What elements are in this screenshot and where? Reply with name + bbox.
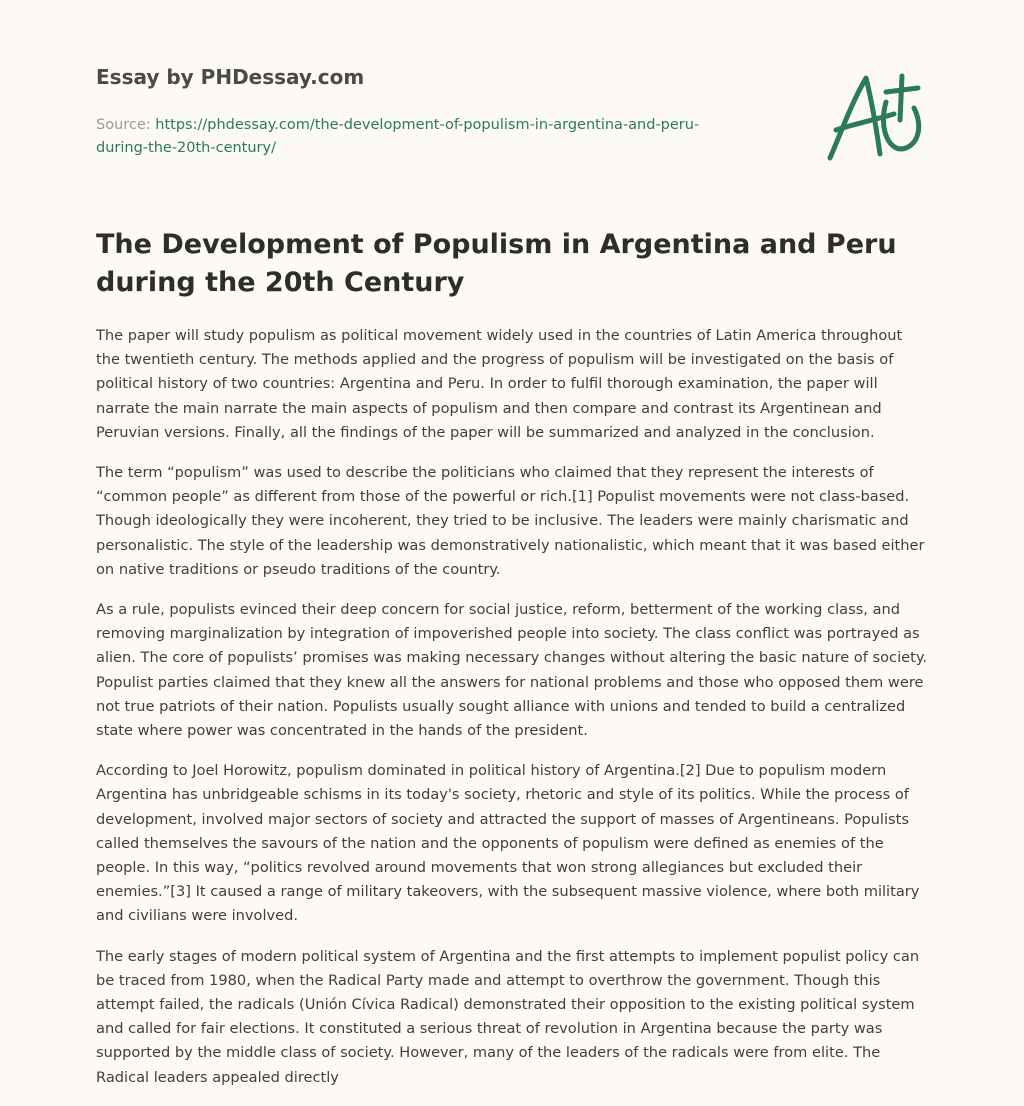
source-link[interactable]: [96, 117, 699, 156]
site-brand: Essay by PHDessay.com: [96, 65, 365, 89]
source-line: [96, 114, 756, 160]
essay-header: [96, 62, 756, 160]
essay-body: [96, 324, 930, 1106]
source-label: Source:: [96, 117, 151, 133]
a-plus-logo-icon: [820, 68, 930, 168]
paragraph: As a rule, populists evinced their deep concern for social justice, reform, betterment of the working class, and removing marginalization by integration of impoverished people into society. The class conflict was portrayed as alien. The core of populists’ promises was making necessary changes without altering the basic nature of society. Populist parties claimed that they knew all the answers for national problems and those who opposed them were not true patriots of their nation. Populists usually sought alliance with unions and tended to build a centralized state where power was concentrated in the hands of the president.: [96, 601, 928, 740]
paragraph: The paper will study populism as political movement widely used in the countries of Latin America throughout the twentieth century. The methods applied and the progress of populism will be investigated on the basis of political history of two countries: Argentina and Peru. In order to fulfil thorough examination, the paper will narrate the main narrate the main aspects of populism and then compare and contrast its Argentinean and Peruvian versions. Finally, all the findings of the paper will be summarized and analyzed in the conclusion.: [96, 327, 903, 441]
paragraph: The term “populism” was used to describe the politicians who claimed that they represent the interests of “common people” as different from those of the powerful or rich.[1] Populist movements were not class-based. Though ideologically they were incoherent, they tried to be inclusive. The leaders were mainly charismatic and personalistic. The style of the leadership was demonstratively nationalistic, which meant that it was based either on native traditions or pseudo traditions of the country.: [96, 464, 925, 578]
source-link-line1: https://phdessay.com/the-development-of-populism-in-argentina-and-peru-: [155, 117, 700, 133]
paragraph: The early stages of modern political system of Argentina and the first attempts to implement populist policy can be traced from 1980, when the Radical Party made and attempt to overthrow the government. Though this attempt failed, the radicals (Unión Cívica Radical) demonstrated their opposition to the existing political system and called for fair elections. It constituted a serious threat of revolution in Argentina because the party was supported by the middle class of society. However, many of the leaders of the radicals were from elite. The Radical leaders appealed directly: [96, 947, 920, 1086]
source-link-line2: during-the-20th-century/: [96, 140, 276, 156]
paragraph: According to Joel Horowitz, populism dominated in political history of Argentina.[2] Due to populism modern Argentina has unbridgeable schisms in its today's society, rhetoric and style of its politics. While the process of development, involved major sectors of society and attracted the support of masses of Argentineans. Populists called themselves the savours of the nation and the opponents of populism were defined as enemies of the people. In this way, “politics revolved around movements that won strong allegiances but excluded their enemies.”[3] It caused a range of military takeovers, with the subsequent massive violence, where both military and civilians were involved.: [96, 762, 920, 925]
essay-title: The Development of Populism in Argentina and Peru during the 20th Century: [96, 229, 897, 298]
